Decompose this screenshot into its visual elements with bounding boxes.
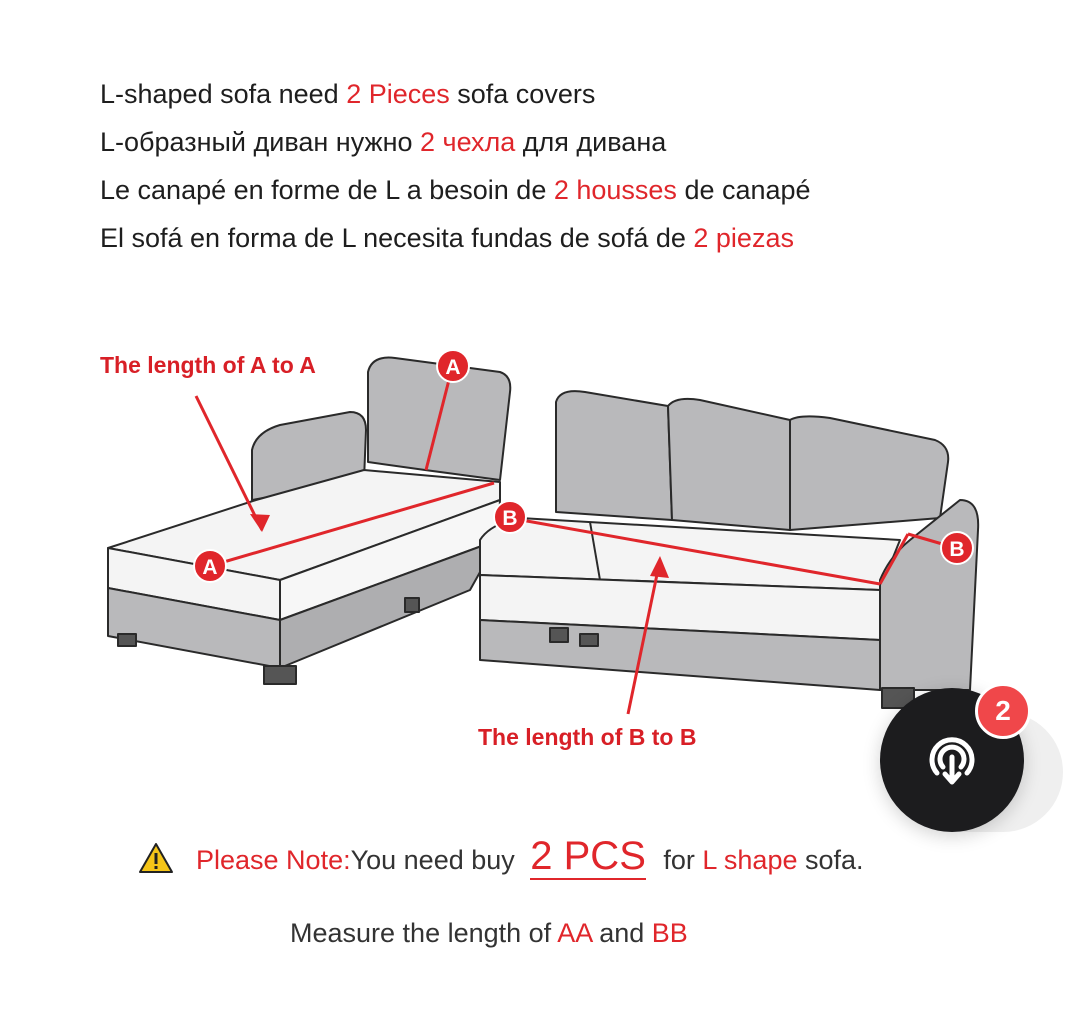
marker-a-top [437,350,469,382]
chaise-leg-right [264,666,296,684]
sofa-leg-mid [580,634,598,646]
three-seat-sofa [480,391,978,708]
svg-text:A: A [445,356,461,379]
back-cushion-2 [668,399,790,530]
chaise-sofa [108,358,510,684]
note-shape: L shape [702,845,798,875]
header-line-russian: L-образный диван нужно 2 чехла для дивана [100,127,667,157]
chaise-leg-back [405,598,419,612]
back-cushion-1 [556,391,672,520]
note-pcs: 2 PCS [530,834,646,878]
svg-text:B: B [502,507,518,530]
header-text [100,70,811,262]
header-line-english: L-shaped sofa need 2 Pieces sofa covers [100,79,596,109]
notification-badge: 2 [975,683,1031,739]
back-cushion-3 [790,416,948,530]
download-marker-icon [919,727,985,793]
please-note-line [138,836,864,880]
note-text-2: for [655,845,703,875]
marker-b-left [494,501,526,533]
note-text-3: sofa. [797,845,864,875]
measure-line: Measure the length of AA and BB [290,918,688,948]
svg-text:A: A [202,556,218,579]
marker-b-right [941,532,973,564]
label-length-bb: The length of B to B [478,724,697,750]
warning-icon [138,842,174,874]
note-prefix: Please Note: [196,845,351,875]
chaise-leg-left [118,634,136,646]
label-length-aa: The length of A to A [100,352,316,378]
svg-text:B: B [949,538,965,561]
header-line-spanish: El sofá en forma de L necesita fundas de sofá de 2 piezas [100,223,794,253]
sofa-leg-left [550,628,568,642]
header-line-french: Le canapé en forme de L a besoin de 2 housses de canapé [100,175,811,205]
marker-a-bottom [194,550,226,582]
sofa-right-arm [880,500,978,690]
sofa-diagram [0,330,1078,750]
note-text-1: You need buy [350,845,523,875]
